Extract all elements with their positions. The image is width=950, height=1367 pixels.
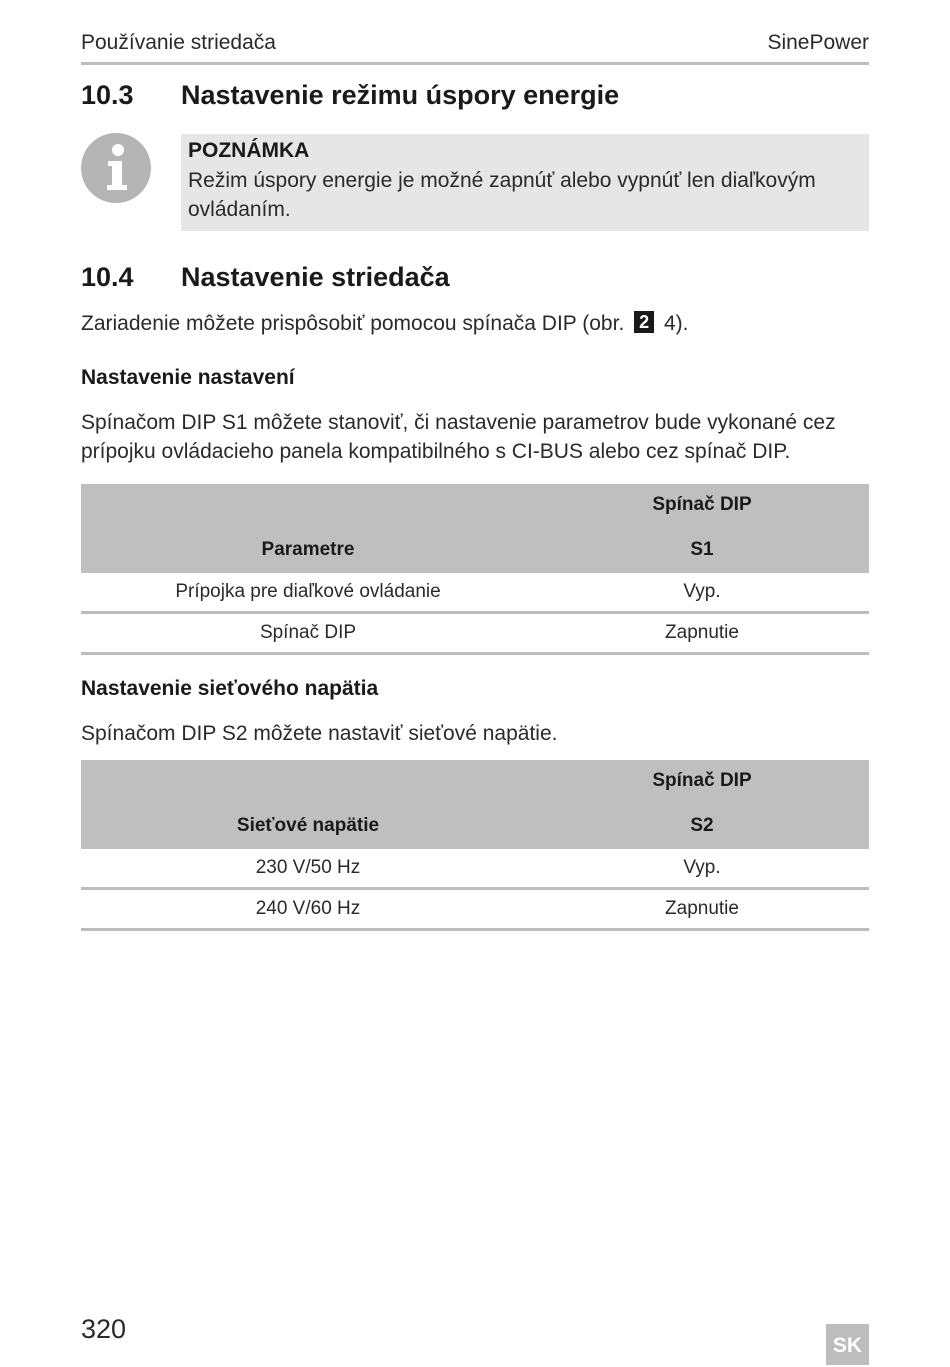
dip-s2-table bbox=[81, 760, 869, 931]
column-header-parameter: Parametre bbox=[261, 539, 355, 560]
language-tab: SK bbox=[826, 1324, 869, 1365]
table-cell-param: 240 V/60 Hz bbox=[255, 898, 361, 919]
dip-s1-table bbox=[81, 484, 869, 655]
table-row bbox=[81, 573, 869, 614]
section-title: Nastavenie režimu úspory energie bbox=[181, 80, 620, 110]
figure-badge: 2 bbox=[634, 311, 654, 333]
note-box bbox=[181, 134, 869, 231]
intro-text-end: 4). bbox=[664, 312, 689, 335]
table-header bbox=[81, 760, 869, 849]
column-header-switch: S2 bbox=[690, 815, 714, 836]
intro-paragraph bbox=[81, 309, 869, 338]
column-header-voltage: Sieťové napätie bbox=[236, 815, 380, 836]
table-header bbox=[81, 484, 869, 573]
column-header-dip: Spínač DIP bbox=[652, 770, 752, 791]
table-cell-value: Zapnutie bbox=[665, 898, 739, 919]
table-row bbox=[81, 890, 869, 931]
table-cell-value: Vyp. bbox=[683, 857, 721, 878]
intro-text: Zariadenie môžete prispôsobiť pomocou spínača DIP (obr. bbox=[81, 312, 625, 335]
table-row bbox=[81, 614, 869, 655]
table-cell-param: 230 V/50 Hz bbox=[255, 857, 361, 878]
subheading-voltage: Nastavenie sieťového napätia bbox=[81, 677, 379, 700]
running-header bbox=[81, 30, 869, 65]
info-icon bbox=[81, 133, 151, 203]
table-cell-param: Spínač DIP bbox=[259, 622, 357, 643]
section-title: Nastavenie striedača bbox=[181, 262, 450, 292]
table-row bbox=[81, 849, 869, 890]
section-number: 10.3 bbox=[81, 80, 134, 110]
table-cell-param: Prípojka pre diaľkové ovládanie bbox=[175, 581, 441, 602]
settings-paragraph: Spínačom DIP S1 môžete stanoviť, či nastavenie parametrov bude vykonané cez prípojku ovládacieho panela kompatibilného s CI-BUS alebo cez spínač DIP. bbox=[81, 411, 836, 463]
table-cell-value: Vyp. bbox=[683, 581, 721, 602]
column-header-switch: S1 bbox=[690, 539, 714, 560]
voltage-paragraph: Spínačom DIP S2 môžete nastaviť sieťové napätie. bbox=[81, 722, 558, 745]
table-cell-value: Zapnutie bbox=[665, 622, 739, 643]
page-number: 320 bbox=[81, 1314, 127, 1344]
subheading-settings: Nastavenie nastavení bbox=[81, 366, 295, 389]
note-text: Režim úspory energie je možné zapnúť alebo vypnúť len diaľkovým ovládaním. bbox=[188, 169, 816, 221]
column-header-dip: Spínač DIP bbox=[652, 494, 752, 515]
header-chapter-title: Používanie striedača bbox=[81, 31, 276, 54]
section-number: 10.4 bbox=[81, 262, 134, 292]
note-title: POZNÁMKA bbox=[188, 139, 310, 162]
header-product-name: SinePower bbox=[767, 31, 869, 54]
